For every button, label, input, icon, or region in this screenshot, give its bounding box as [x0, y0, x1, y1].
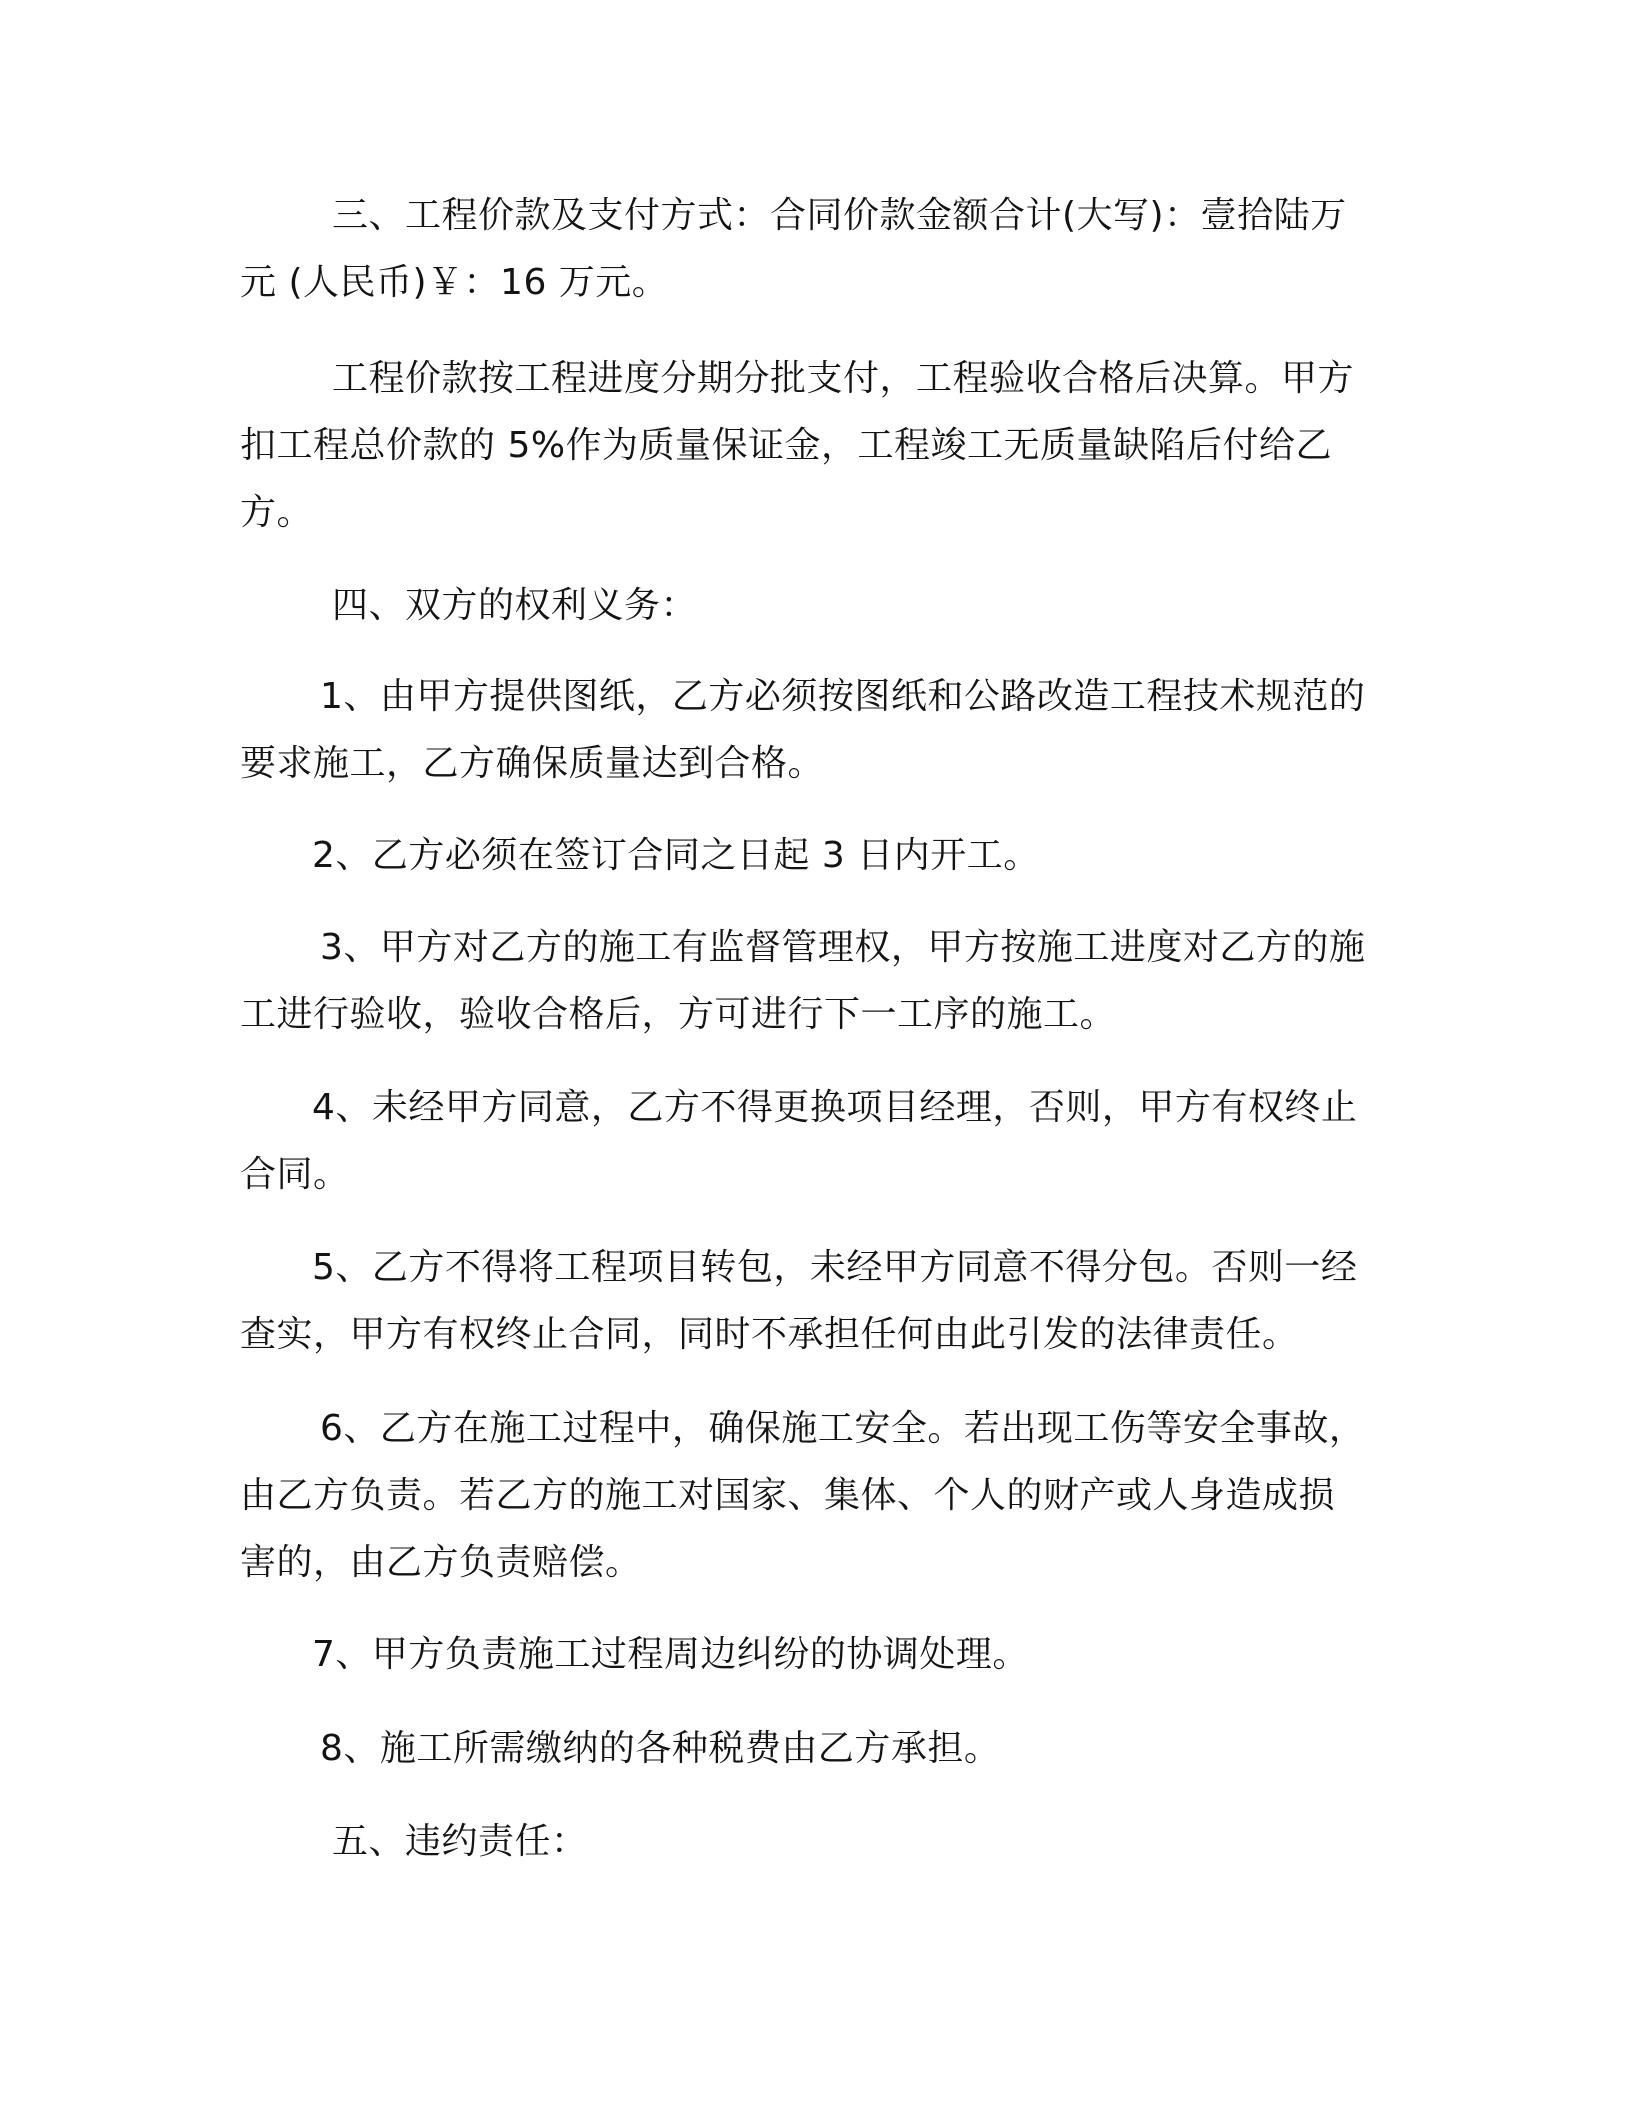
paragraph-clause-6	[240, 1395, 1400, 1596]
text-line: 由乙方负责。若乙方的施工对国家、集体、个人的财产或人身造成损	[240, 1475, 1336, 1516]
text-line: 4、未经甲方同意，乙方不得更换项目经理，否则，甲方有权终止	[312, 1087, 1358, 1128]
text-line: 三、工程价款及支付方式：合同价款金额合计(大写)：壹拾陆万	[332, 195, 1347, 236]
text-line: 害的，由乙方负责赔偿。	[240, 1542, 642, 1583]
text-line: 查实，甲方有权终止合同，同时不承担任何由此引发的法律责任。	[240, 1314, 1299, 1355]
text-line: 五、违约责任：	[332, 1821, 588, 1862]
text-line: 1、由甲方提供图纸，乙方必须按图纸和公路改造工程技术规范的	[320, 676, 1366, 717]
heading-section-5	[240, 1808, 1400, 1875]
paragraph-clause-4	[240, 1074, 1400, 1208]
paragraph-clause-7	[240, 1621, 1400, 1688]
text-line: 工进行验收，验收合格后，方可进行下一工序的施工。	[240, 994, 1117, 1035]
paragraph-section-3-price	[240, 182, 1400, 316]
text-line: 7、甲方负责施工过程周边纠纷的协调处理。	[312, 1634, 1029, 1675]
paragraph-clause-5	[240, 1234, 1400, 1368]
text-line: 6、乙方在施工过程中，确保施工安全。若出现工伤等安全事故，	[320, 1408, 1366, 1449]
heading-section-4	[240, 572, 1400, 639]
paragraph-clause-2	[240, 822, 1400, 889]
paragraph-payment-terms	[240, 345, 1400, 546]
text-line: 四、双方的权利义务：	[332, 585, 698, 626]
text-line: 工程价款按工程进度分期分批支付，工程验收合格后决算。甲方	[332, 358, 1355, 399]
paragraph-clause-3	[240, 914, 1400, 1048]
text-line: 扣工程总价款的 5%作为质量保证金，工程竣工无质量缺陷后付给乙	[240, 425, 1333, 466]
text-line: 合同。	[240, 1154, 350, 1195]
text-line: 5、乙方不得将工程项目转包，未经甲方同意不得分包。否则一经	[312, 1247, 1358, 1288]
paragraph-clause-1	[240, 663, 1400, 797]
paragraph-clause-8	[240, 1715, 1400, 1782]
text-line: 元 (人民币)￥：16 万元。	[240, 262, 669, 303]
text-line: 3、甲方对乙方的施工有监督管理权，甲方按施工进度对乙方的施	[320, 927, 1366, 968]
text-line: 要求施工，乙方确保质量达到合格。	[240, 743, 825, 784]
text-line: 方。	[240, 492, 314, 533]
text-line: 8、施工所需缴纳的各种税费由乙方承担。	[320, 1728, 1001, 1769]
text-line: 2、乙方必须在签订合同之日起 3 日内开工。	[312, 835, 1040, 876]
